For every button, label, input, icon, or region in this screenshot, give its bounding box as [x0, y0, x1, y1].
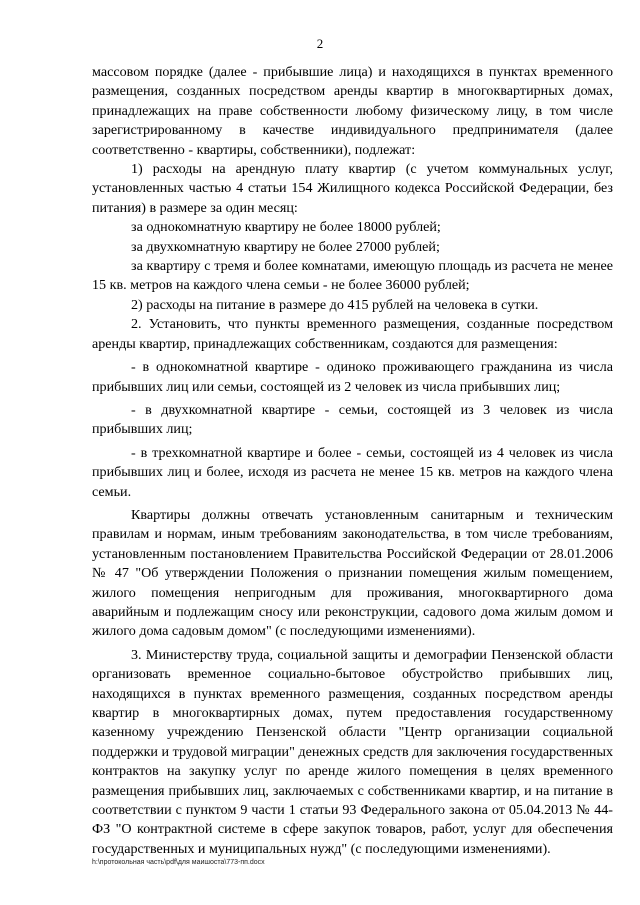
paragraph-one-room-limit: за однокомнатную квартиру не более 18000 рублей; [131, 219, 441, 236]
paragraph-three-room-placement: - в трехкомнатной квартире и более - семьи, состоящей из 4 человек из числа прибывших лиц и более, исходя из расчета не менее 15 кв. метров на каждого члена семьи. [92, 444, 613, 500]
paragraph-two-room-limit: за двухкомнатную квартиру не более 27000 рублей; [131, 238, 440, 255]
paragraph-three-room-limit: за квартиру с тремя и более комнатами, имеющую площадь из расчета не менее 15 кв. метров на каждого члена семьи - не более 36000 рублей; [92, 258, 613, 294]
paragraph-two-room-placement: - в двухкомнатной квартире - семьи, состоящей из 3 человек из числа прибывших лиц; [92, 401, 613, 438]
page-number: 2 [316, 36, 324, 51]
paragraph-one-room-placement: - в однокомнатной квартире - одиноко проживающего гражданина из числа прибывших лиц или семьи, состоящей из 2 человек из числа прибывших лиц; [92, 359, 613, 395]
paragraph-item-2: 2. Установить, что пункты временного размещения, созданные посредством аренды квартир, принадлежащих собственникам, создаются для размещения: [92, 316, 613, 352]
paragraph-item-3: 3. Министерству труда, социальной защиты и демографии Пензенской области организовать временное социально-бытовое обустройство прибывших лиц, находящихся в пунктах временного размещения, созданных посредством аренды квартир в многоквартирных домах, путем предоставления государственному казенному учреждению Пензенской области "Центр организации социальной поддержки и трудовой миграции" денежных средств для заключения государственных контрактов на закупку услуг по аренде жилого помещения в целях временного размещения прибывших лиц, заключаемых с собственниками квартир, и на питание в соответствии с пунктом 9 части 1 статьи 93 Федерального закона от 05.04.2013 № 44-ФЗ "О контрактной системе в сфере закупок товаров, работ, услуг для обеспечения государственных и муниципальных нужд" (с последующими изменениями). [92, 646, 613, 857]
paragraph-rent-expenses: 1) расходы на арендную плату квартир (с учетом коммунальных услуг, установленных частью 4 статьи 154 Жилищного кодекса Российской Федерации, без питания) в размере за один месяц: [92, 161, 613, 216]
document-body [92, 63, 613, 859]
paragraph-apartment-requirements: Квартиры должны отвечать установленным санитарным и техническим правилам и нормам, иным требованиям законодательства, в том числе требованиям, установленным постановлением Правительства Российской Федерации от 28.01.2006 № 47 "Об утверждении Положения о признании помещения жилым помещением, жилого помещения непригодным для проживания, многоквартирного дома аварийным и подлежащим сносу или реконструкции, садового дома жилым домом и жилого дома садовым домом" (с последующими изменениями). [92, 506, 613, 640]
paragraph-intro-continuation: массовом порядке (далее - прибывшие лица) и находящихся в пунктах временного размещения, созданных посредством аренды квартир в многоквартирных домах, принадлежащих на праве собственности любому физическому лицу, в том числе зарегистрированному в качестве индивидуального предпринимателя (далее соответственно - квартиры, собственники), подлежат: [92, 64, 613, 158]
footer-file-path: h:\протокольная часть\pdf\для маишоста\773-пп.docx [92, 859, 265, 866]
paragraph-food-expenses: 2) расходы на питание в размере до 415 рублей на человека в сутки. [131, 296, 539, 313]
